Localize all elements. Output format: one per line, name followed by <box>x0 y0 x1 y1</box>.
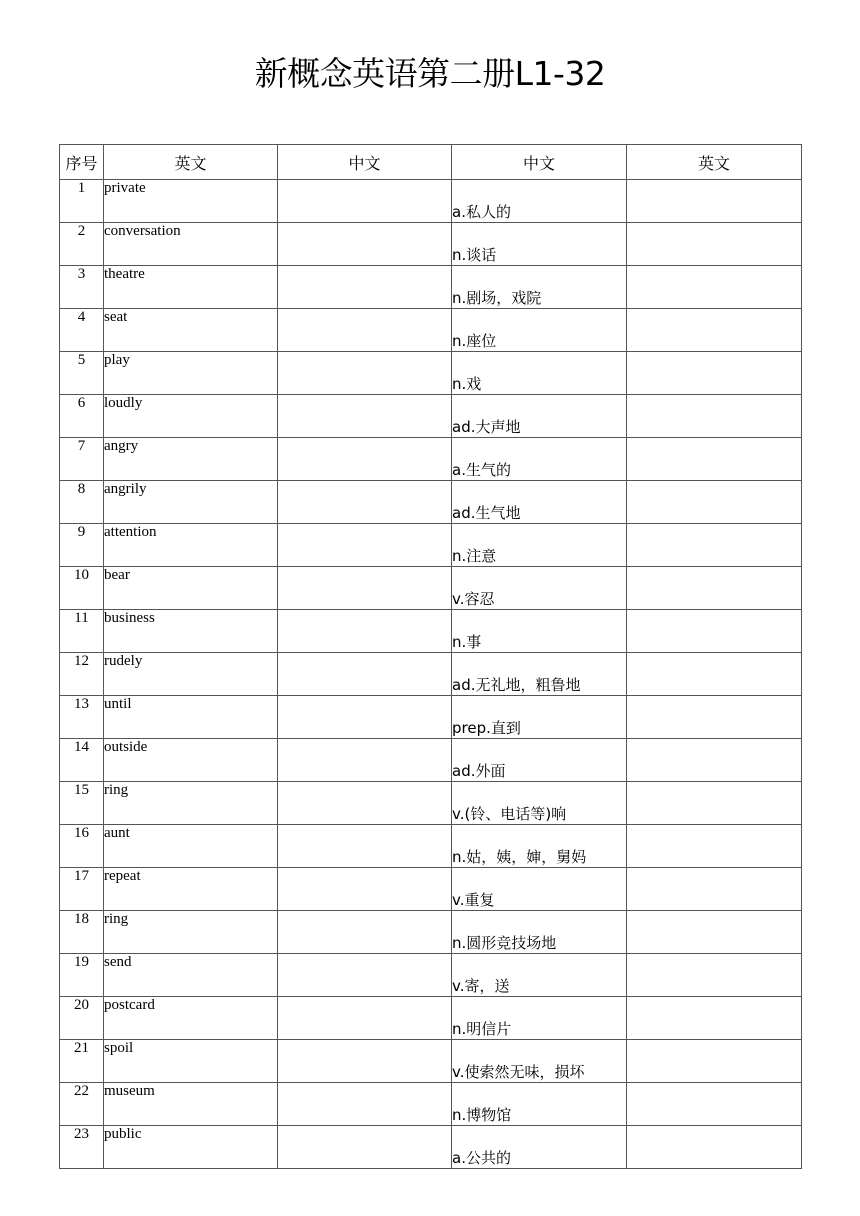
row-index: 17 <box>60 868 104 911</box>
table-row <box>60 223 802 266</box>
english-answer-cell <box>627 223 802 266</box>
chinese-answer-cell <box>278 567 452 610</box>
table-row <box>60 524 802 567</box>
table-row <box>60 438 802 481</box>
english-answer-cell <box>627 653 802 696</box>
chinese-meaning: ad.外面 <box>452 739 627 782</box>
chinese-answer-cell <box>278 266 452 309</box>
header-english-blank: 英文 <box>627 145 802 180</box>
row-index: 14 <box>60 739 104 782</box>
header-chinese-blank: 中文 <box>278 145 452 180</box>
chinese-answer-cell <box>278 395 452 438</box>
english-answer-cell <box>627 1126 802 1169</box>
english-answer-cell <box>627 1040 802 1083</box>
chinese-meaning: ad.生气地 <box>452 481 627 524</box>
english-word: until <box>104 696 278 739</box>
english-word: angrily <box>104 481 278 524</box>
chinese-answer-cell <box>278 1083 452 1126</box>
table-row <box>60 868 802 911</box>
chinese-answer-cell <box>278 825 452 868</box>
chinese-meaning: ad.无礼地，粗鲁地 <box>452 653 627 696</box>
chinese-meaning: a.生气的 <box>452 438 627 481</box>
table-row <box>60 352 802 395</box>
chinese-meaning: prep.直到 <box>452 696 627 739</box>
row-index: 6 <box>60 395 104 438</box>
chinese-answer-cell <box>278 954 452 997</box>
chinese-answer-cell <box>278 481 452 524</box>
english-word: send <box>104 954 278 997</box>
english-word: spoil <box>104 1040 278 1083</box>
english-answer-cell <box>627 524 802 567</box>
english-answer-cell <box>627 610 802 653</box>
chinese-answer-cell <box>278 524 452 567</box>
chinese-meaning: a.私人的 <box>452 180 627 223</box>
english-answer-cell <box>627 954 802 997</box>
chinese-meaning: ad.大声地 <box>452 395 627 438</box>
english-answer-cell <box>627 782 802 825</box>
chinese-meaning: n.事 <box>452 610 627 653</box>
chinese-meaning: n.座位 <box>452 309 627 352</box>
chinese-meaning: n.剧场，戏院 <box>452 266 627 309</box>
row-index: 7 <box>60 438 104 481</box>
english-answer-cell <box>627 481 802 524</box>
english-answer-cell <box>627 180 802 223</box>
chinese-meaning: n.圆形竞技场地 <box>452 911 627 954</box>
row-index: 21 <box>60 1040 104 1083</box>
english-word: attention <box>104 524 278 567</box>
row-index: 16 <box>60 825 104 868</box>
chinese-answer-cell <box>278 1126 452 1169</box>
vocabulary-table <box>59 144 802 1169</box>
table-row <box>60 954 802 997</box>
table-row <box>60 997 802 1040</box>
english-word: business <box>104 610 278 653</box>
page-title: 新概念英语第二册L1-32 <box>254 54 606 93</box>
chinese-meaning: v.(铃、电话等)响 <box>452 782 627 825</box>
english-answer-cell <box>627 395 802 438</box>
chinese-meaning: n.谈话 <box>452 223 627 266</box>
table-row <box>60 180 802 223</box>
table-row <box>60 782 802 825</box>
chinese-meaning: v.重复 <box>452 868 627 911</box>
chinese-answer-cell <box>278 352 452 395</box>
table-row <box>60 610 802 653</box>
row-index: 1 <box>60 180 104 223</box>
table-row <box>60 481 802 524</box>
chinese-answer-cell <box>278 610 452 653</box>
chinese-answer-cell <box>278 782 452 825</box>
table-row <box>60 266 802 309</box>
english-word: conversation <box>104 223 278 266</box>
english-answer-cell <box>627 868 802 911</box>
chinese-answer-cell <box>278 1040 452 1083</box>
row-index: 12 <box>60 653 104 696</box>
chinese-answer-cell <box>278 739 452 782</box>
english-word: museum <box>104 1083 278 1126</box>
chinese-answer-cell <box>278 911 452 954</box>
chinese-answer-cell <box>278 696 452 739</box>
header-english: 英文 <box>104 145 278 180</box>
row-index: 22 <box>60 1083 104 1126</box>
chinese-answer-cell <box>278 223 452 266</box>
row-index: 23 <box>60 1126 104 1169</box>
english-word: postcard <box>104 997 278 1040</box>
english-word: rudely <box>104 653 278 696</box>
english-word: outside <box>104 739 278 782</box>
english-answer-cell <box>627 567 802 610</box>
table-row <box>60 1126 802 1169</box>
english-answer-cell <box>627 352 802 395</box>
row-index: 9 <box>60 524 104 567</box>
english-word: ring <box>104 782 278 825</box>
english-answer-cell <box>627 696 802 739</box>
english-word: public <box>104 1126 278 1169</box>
english-answer-cell <box>627 266 802 309</box>
english-word: play <box>104 352 278 395</box>
table-row <box>60 1040 802 1083</box>
english-answer-cell <box>627 309 802 352</box>
table-header-row <box>60 145 802 180</box>
english-answer-cell <box>627 997 802 1040</box>
header-chinese: 中文 <box>452 145 627 180</box>
chinese-answer-cell <box>278 868 452 911</box>
row-index: 15 <box>60 782 104 825</box>
table-row <box>60 567 802 610</box>
chinese-meaning: v.容忍 <box>452 567 627 610</box>
chinese-answer-cell <box>278 309 452 352</box>
table-row <box>60 739 802 782</box>
chinese-answer-cell <box>278 180 452 223</box>
english-word: seat <box>104 309 278 352</box>
table-row <box>60 653 802 696</box>
table-row <box>60 911 802 954</box>
row-index: 19 <box>60 954 104 997</box>
chinese-meaning: a.公共的 <box>452 1126 627 1169</box>
english-word: angry <box>104 438 278 481</box>
table-row <box>60 1083 802 1126</box>
table-row <box>60 395 802 438</box>
english-answer-cell <box>627 825 802 868</box>
english-word: private <box>104 180 278 223</box>
table-row <box>60 696 802 739</box>
table-row <box>60 825 802 868</box>
chinese-meaning: n.博物馆 <box>452 1083 627 1126</box>
row-index: 13 <box>60 696 104 739</box>
row-index: 5 <box>60 352 104 395</box>
header-index: 序号 <box>60 145 104 180</box>
row-index: 8 <box>60 481 104 524</box>
english-word: aunt <box>104 825 278 868</box>
english-answer-cell <box>627 911 802 954</box>
english-word: repeat <box>104 868 278 911</box>
english-answer-cell <box>627 739 802 782</box>
english-word: ring <box>104 911 278 954</box>
row-index: 3 <box>60 266 104 309</box>
chinese-answer-cell <box>278 653 452 696</box>
row-index: 2 <box>60 223 104 266</box>
english-answer-cell <box>627 438 802 481</box>
chinese-meaning: v.寄，送 <box>452 954 627 997</box>
chinese-answer-cell <box>278 997 452 1040</box>
chinese-meaning: n.姑，姨，婶，舅妈 <box>452 825 627 868</box>
chinese-meaning: n.戏 <box>452 352 627 395</box>
english-word: bear <box>104 567 278 610</box>
row-index: 4 <box>60 309 104 352</box>
row-index: 18 <box>60 911 104 954</box>
english-word: theatre <box>104 266 278 309</box>
english-answer-cell <box>627 1083 802 1126</box>
chinese-answer-cell <box>278 438 452 481</box>
chinese-meaning: n.注意 <box>452 524 627 567</box>
row-index: 11 <box>60 610 104 653</box>
row-index: 10 <box>60 567 104 610</box>
chinese-meaning: v.使索然无味，损坏 <box>452 1040 627 1083</box>
chinese-meaning: n.明信片 <box>452 997 627 1040</box>
english-word: loudly <box>104 395 278 438</box>
table-row <box>60 309 802 352</box>
row-index: 20 <box>60 997 104 1040</box>
